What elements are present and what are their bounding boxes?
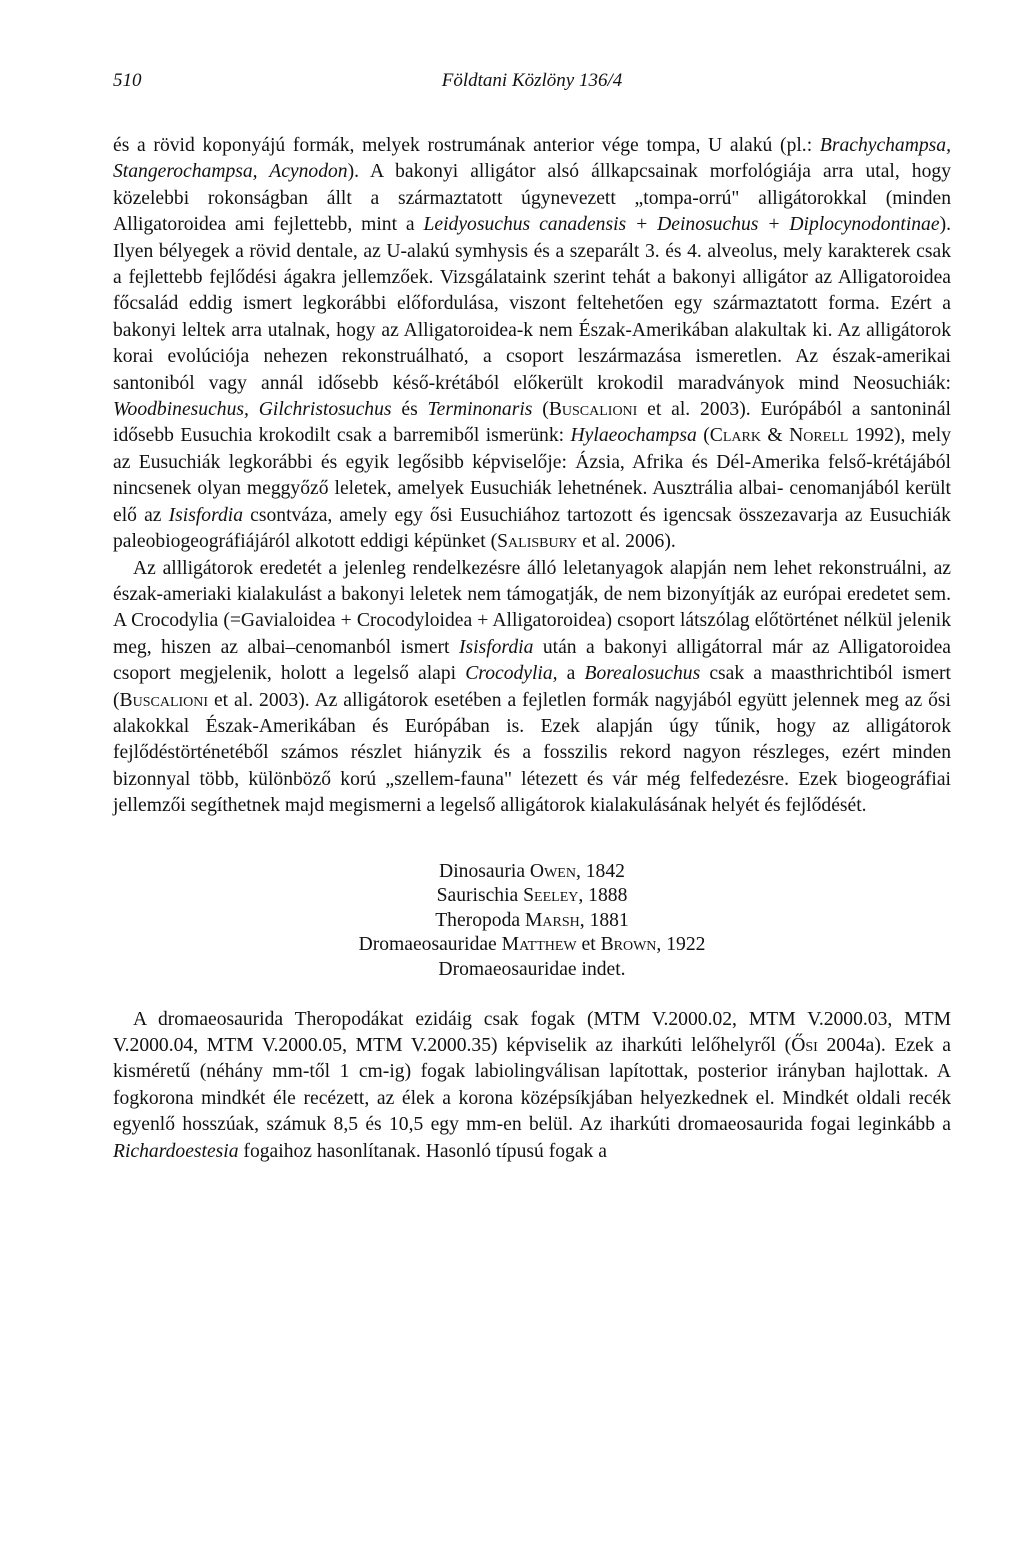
paragraph-3: A dromaeosaurida Theropodákat ezidáig csak fogak (MTM V.2000.02, MTM V.2000.03, MTM V.2000.04, MTM V.2000.05, MTM V.2000.35) képviselik az iharkúti lelőhelyről (Ősi 2004a). Ezek a kisméretű (néhány mm-től 1 cm-ig) fogak labiolingválisan lapítottak, posterior irányban hajlottak. A fogkorona mindkét éle recézett, az élek a korona középsíkjában helyezkednek el. Mindkét oldali recék egyenlő hosszúak, számuk 8,5 és 10,5 egy mm-en belül. Az iharkúti dromaeosaurida fogai leginkább a Richardoestesia fogaihoz hasonlítanak. Hasonló típusú fogak a [113, 1008, 951, 1162]
taxonomic-heading [113, 860, 951, 983]
taxon-line: Dromaeosauridae indet. [438, 958, 626, 980]
taxon-line: Dromaeosauridae Matthew et Brown, 1922 [358, 934, 706, 956]
taxon-line: Theropoda Marsh, 1881 [435, 909, 629, 931]
paragraph-2: Az allligátorok eredetét a jelenleg rendelkezésre álló leletanyagok alapján nem lehet rekonstruálni, az észak-ameriaki kialakulást a bakonyi leletek nem támogatják, de nem bizonyítják az európai eredetet sem. A Crocodylia (=Gavialoidea + Crocodyloidea + Alligatoroidea) csoport látszólag előtörténet nélkül jelenik meg, hiszen az albai–cenomanból ismert Isisfordia után a bakonyi alligátorral már az Alligatoroidea csoport megjelenik, holott a legelső alapi Crocodylia, a Borealosuchus csak a maasthrichtiból ismert (Buscalioni et al. 2003). Az alligátorok esetében a fejletlen formák nagyjából együtt jelennek meg az ősi alakokkal Észak-Amerikában és Európában is. Ezek alapján úgy tűnik, hogy az alligátorok fejlődéstörténetéből számos részlet hiányzik és a fosszilis rekord nagyon részleges, ezért minden bizonnyal több, különböző korú „szellem-fauna" létezett és vár még felfedezésre. Ezek biogeográfiai jellemzői segíthetnek majd megismerni a legelső alligátorok kialakulásának helyét és fejlődését. [113, 557, 952, 817]
taxon-line: Dinosauria Owen, 1842 [439, 860, 625, 882]
journal-title: Földtani Közlöny 136/4 [441, 70, 623, 91]
article-body [113, 133, 951, 1165]
taxon-line: Saurischia Seeley, 1888 [436, 885, 628, 907]
running-header [113, 70, 951, 94]
page-number: 510 [113, 70, 142, 91]
paragraph-1: és a rövid koponyájú formák, melyek rostrumának anterior vége tompa, U alakú (pl.: Brachychampsa, Stangerochampsa, Acynodon). A bakonyi alligátor alsó állkapcsainak morfológiája arra utal, hogy közelebbi rokonságban állt a származtatott úgynevezett „tompa-orrú" alligátorokkal (minden Alligatoroidea ami fejlettebb, mint a Leidyosuchus canadensis + Deinosuchus + Diplocynodontinae). Ilyen bélyegek a rövid dentale, az U-alakú symhysis és a szeparált 3. és 4. alveolus, mely karakterek csak a fejlettebb fejlődési ágakra jellemzőek. Vizsgálataink szerint tehát a bakonyi alligátor az Alligatoroidea főcsalád eddig ismert legkorábbi előfordulása, viszont feltehetően egy származtatott forma. Ezért a bakonyi leltek arra utalnak, hogy az Alligatoroidea-k nem Észak-Amerikában alakultak ki. Az alligátorok korai evolúciója nehezen rekonstruálható, a csoport leszármazása ismeretlen. Az észak-amerikai santoniból vagy annál idősebb késő-krétából előkerült krokodil maradványok mind Neosuchiák: Woodbinesuchus, Gilchristosuchus és Terminonaris (Buscalioni et al. 2003). Európából a santoninál idősebb Eusuchia krokodilt csak a barremiből ismerünk: Hylaeochampsa (Clark & Norell 1992), mely az Eusuchiák legkorábbi és egyik legősibb képviselője: Ázsia, Afrika és Dél-Amerika felső-krétájából nincsenek olyan meggyőző leletek, amelyek Eusuchiák lehetnének. Ausztrália albai- cenomanjából került elő az Isisfordia csontváza, amely egy ősi Eusuchiához tartozott és igencsak összezavarja az Eusuchiák paleobiogeográfiájáról alkotott eddigi képünket (Salisbury et al. 2006). [113, 135, 951, 553]
